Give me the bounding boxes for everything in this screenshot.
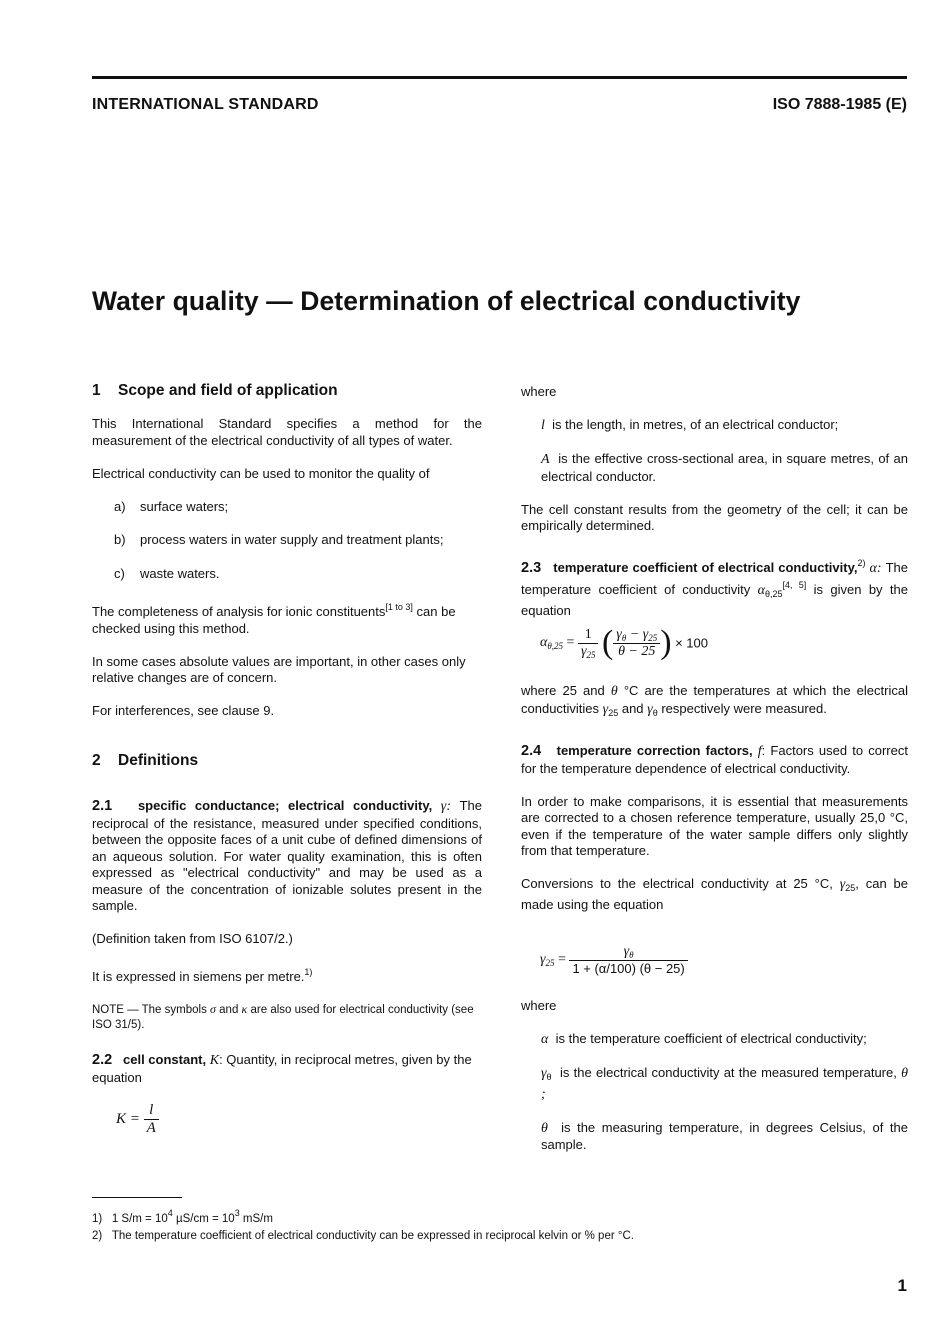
definition-text: : Quantity, in reciprocal metres, given by the equation — [92, 1052, 472, 1085]
theta-symbol: θ — [610, 684, 618, 699]
definition-term: cell constant, — [123, 1052, 207, 1067]
footnote-1 — [92, 1208, 273, 1225]
gamma-symbol: γ — [541, 1066, 547, 1081]
definition-2-4 — [521, 743, 908, 777]
A-symbol: A — [541, 452, 550, 467]
where-2: where — [521, 998, 557, 1013]
gamma: γ — [642, 626, 649, 642]
l-symbol: l — [541, 418, 545, 433]
note-text-end: are also used for electrical conductivity (see ISO 31/5). — [92, 1004, 474, 1031]
footnote-ref-1: 1) — [304, 967, 313, 977]
header-rule — [92, 76, 907, 79]
left-paren: ( — [601, 624, 614, 661]
right-paren: ) — [660, 624, 672, 661]
text: , can be made using the equation — [521, 876, 908, 912]
definition-text: The temperature coefficient of conductivity — [521, 559, 908, 597]
section-1-heading — [92, 382, 338, 400]
gamma-sub: 25 — [648, 632, 658, 643]
gamma: γ — [616, 626, 622, 642]
theta-text: is the measuring temperature, in degrees Celsius, of the sample. — [541, 1119, 908, 1152]
alpha-text: is the temperature coefficient of electrical conductivity; — [555, 1031, 867, 1046]
eq1-alpha: α — [540, 635, 548, 650]
gamma-symbol: γ — [602, 701, 609, 717]
def-l — [521, 417, 908, 435]
definition-text: The reciprocal of the resistance, measured under specified conditions, between the opposite faces of a unit cube of defined dimensions of an aqueous solution. For water quality examination, this is often expressed as "electrical conductivity" and may be used as a measure of the concentration of ionizable solutes present in the sample. — [92, 798, 482, 913]
definition-number: 2.1 — [92, 798, 113, 814]
definition-symbol: K — [209, 1053, 220, 1068]
reference-1-3: [1 to 3] — [385, 602, 413, 612]
gamma-sub: 25 — [545, 958, 555, 968]
cell-constant-text: The cell constant results from the geometry of the cell; it can be empirically determined. — [521, 501, 908, 533]
document-title: Water quality — Determination of electrical conductivity — [92, 286, 801, 316]
def-alpha — [521, 1031, 908, 1049]
eq-numerator: l — [144, 1102, 159, 1120]
alpha-subscript: θ,25 — [764, 589, 783, 599]
footnote-text: The temperature coefficient of electrical conductivity can be expressed in reciprocal kelvin or % per °C. — [111, 1230, 634, 1242]
s1-paragraph-5: For interferences, see clause 9. — [92, 703, 275, 718]
gamma: γ — [540, 952, 546, 967]
list-text: waste waters. — [140, 565, 220, 581]
sigma-symbol: σ — [210, 1002, 216, 1016]
eq2-equals: = — [558, 952, 566, 967]
list-item-c — [92, 566, 482, 583]
definition-2-3 — [521, 555, 908, 620]
s1-paragraph-1: This International Standard specifies a method for the measurement of the electrical conductivity of all types of water. — [92, 416, 482, 448]
footnote-number: 2) — [92, 1230, 103, 1242]
eq2-denominator: 1 + (α/100) (θ − 25) — [572, 961, 685, 976]
eq1-times-100: × 100 — [675, 635, 708, 651]
section-1-body — [92, 416, 482, 736]
right-column-bottom — [521, 998, 908, 1170]
right-column — [521, 384, 908, 636]
gamma-symbol: γ — [647, 701, 653, 717]
eq1-alpha-sub: θ,25 — [547, 641, 564, 651]
definition-2-1 — [92, 798, 482, 915]
s1-p3-text-end: can be checked using this method. — [92, 604, 456, 636]
footnote-text: µS/cm = 10 — [172, 1213, 235, 1225]
eq1-gamma25 — [578, 644, 599, 660]
list-item-a — [92, 499, 482, 516]
section-2-title: Definitions — [118, 752, 199, 769]
section-2-heading — [92, 752, 198, 770]
definition-2-2 — [92, 1052, 482, 1086]
kappa-symbol: κ — [241, 1002, 248, 1016]
eq1-fraction-2 — [613, 627, 660, 660]
list-item-b — [92, 532, 482, 549]
definition-text: : Factors used to correct for the temperature dependence of electrical conductivity. — [521, 743, 908, 776]
definition-number: 2.2 — [92, 1052, 113, 1068]
text: Conversions to the electrical conductivity at 25 °C, — [521, 876, 833, 891]
eq-denominator: A — [146, 1120, 156, 1136]
footnote-text: 1 S/m = 10 — [111, 1213, 168, 1225]
section-1-title: Scope and field of application — [118, 382, 338, 399]
s1-paragraph-2: Electrical conductivity can be used to monitor the quality of — [92, 465, 430, 481]
alpha-symbol: α — [757, 583, 765, 598]
def-theta — [521, 1120, 908, 1154]
list-label: c) — [114, 565, 125, 581]
exponent: 4 — [167, 1208, 173, 1218]
def-A — [521, 451, 908, 485]
footnote-ref-2: 2) — [857, 557, 866, 568]
conversion-text — [521, 876, 908, 913]
footnote-number: 1) — [92, 1213, 103, 1225]
definition-unit — [92, 964, 482, 986]
eq1-equals: = — [566, 635, 575, 650]
where-25-text — [521, 683, 908, 721]
equation-cell-constant — [116, 1102, 159, 1137]
gamma-sub: 25 — [586, 649, 596, 660]
header-standard-type: INTERNATIONAL STANDARD — [92, 96, 319, 113]
list-text: process waters in water supply and treatment plants; — [140, 532, 444, 547]
eq-fraction — [144, 1102, 159, 1137]
gamma: γ — [623, 944, 630, 959]
definition-symbol: α: — [869, 560, 882, 576]
gamma-sub: 25 — [608, 707, 619, 718]
theta-symbol: θ ; — [541, 1066, 908, 1102]
eq1-one: 1 — [578, 627, 599, 644]
alpha-symbol: α — [541, 1032, 549, 1047]
eq1-lhs — [540, 635, 563, 650]
s1-paragraph-4: In some cases absolute values are important, in other cases only relative changes are of concern. — [92, 653, 466, 685]
gamma-symbol: γ — [839, 877, 846, 892]
definition-term: temperature correction factors, — [556, 743, 753, 758]
right-column-lower — [521, 683, 908, 930]
footnote-rule — [92, 1197, 182, 1198]
eq2-numerator — [569, 944, 687, 961]
definition-number: 2.3 — [521, 559, 542, 576]
where-1: where — [521, 384, 557, 399]
definition-text-end: is given by the equation — [521, 582, 908, 618]
eq2-lhs — [540, 952, 555, 967]
equation-conversion — [540, 944, 688, 976]
reference-4-5: [4, 5] — [782, 580, 807, 590]
A-text: is the effective cross-sectional area, in square metres, of an electrical conductor. — [541, 451, 908, 484]
header-standard-number: ISO 7888-1985 (E) — [772, 96, 907, 113]
exponent: 3 — [234, 1208, 240, 1218]
text: °C are the temperatures at which the electrical conductivities — [521, 683, 908, 716]
gamma-sub: θ — [652, 707, 658, 718]
definition-term: specific conductance; electrical conductivity, — [137, 798, 433, 813]
unit-text: It is expressed in siemens per metre. — [92, 969, 305, 984]
definition-source: (Definition taken from ISO 6107/2.) — [92, 931, 293, 946]
def-gamma-theta — [521, 1065, 908, 1103]
eq2-fraction — [569, 944, 687, 976]
page-number: 1 — [897, 1276, 907, 1295]
definition-number: 2.4 — [521, 743, 542, 759]
gamma-sub: θ — [546, 1072, 552, 1082]
text: respectively were measured. — [661, 700, 827, 716]
comparison-text: In order to make comparisons, it is essential that measurements are corrected to a chosen reference temperature, usually 25,0 °C, even if the temperature of the water sample differs only slightly from that temperature. — [521, 793, 908, 858]
list-label: a) — [114, 498, 126, 514]
s1-paragraph-3 — [92, 599, 482, 637]
text: where 25 and — [521, 683, 605, 698]
eq-lhs: K = — [116, 1111, 140, 1127]
eq1-numerator — [613, 627, 660, 644]
gamma-sub: θ — [629, 950, 634, 960]
section-2-body — [92, 798, 482, 1103]
gamma-sub: 25 — [845, 883, 856, 893]
footnote-text: mS/m — [239, 1213, 273, 1225]
section-2-number: 2 — [92, 752, 101, 769]
definition-symbol: f — [757, 744, 762, 759]
section-1-number: 1 — [92, 382, 101, 399]
s1-p3-text: The completeness of analysis for ionic constituents — [92, 604, 386, 619]
definition-term: temperature coefficient of electrical conductivity, — [553, 559, 858, 575]
list-text: surface waters; — [140, 498, 229, 514]
note-and: and — [219, 1004, 239, 1016]
minus: − — [629, 626, 640, 642]
theta-symbol: θ — [541, 1120, 548, 1136]
note-text: NOTE — The symbols — [92, 1004, 207, 1016]
footnote-2 — [92, 1230, 634, 1242]
equation-temperature-coefficient — [540, 624, 708, 662]
gamma-sub: θ — [621, 632, 627, 643]
note — [92, 1002, 482, 1032]
l-text: is the length, in metres, of an electrical conductor; — [552, 417, 839, 432]
gamma: γ — [580, 643, 587, 659]
list-label: b) — [114, 532, 126, 547]
gamma-theta-text: is the electrical conductivity at the measured temperature, — [560, 1065, 897, 1080]
eq1-denominator: θ − 25 — [618, 643, 656, 659]
eq1-fraction-1 — [578, 627, 599, 660]
text: and — [621, 700, 644, 716]
definition-symbol: γ: — [440, 799, 451, 814]
